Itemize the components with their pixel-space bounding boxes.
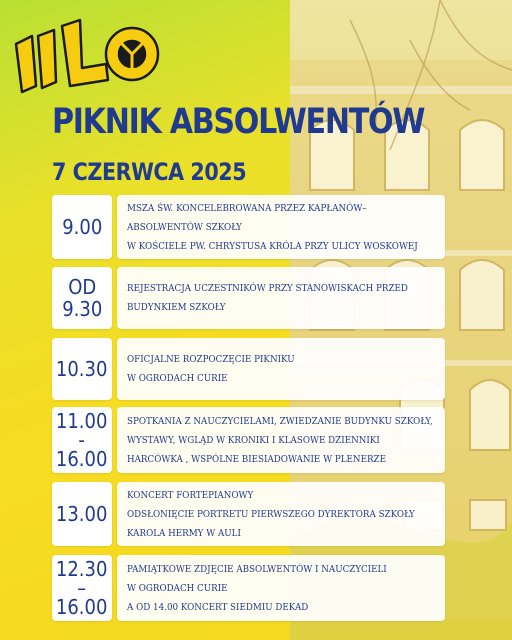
time-box [52, 338, 112, 400]
schedule-line: BUDYNKIEM SZKOŁY [127, 302, 226, 313]
schedule-time: 13.00 [56, 502, 108, 526]
schedule-line: SPOTKANIA Z NAUCZYCIELAMI, ZWIEDZANIE BUDYNKU SZKOŁY, [127, 415, 433, 427]
description-box [117, 338, 445, 400]
schedule-line: HARCÓWKA , WSPÓLNE BIESIADOWANIE W PLENERZE [127, 453, 386, 465]
schedule-time: OD 9.30 [61, 275, 103, 321]
description-box [117, 555, 445, 621]
schedule-time: 9.00 [61, 215, 103, 239]
time-box [52, 482, 112, 546]
time-box [52, 195, 112, 259]
schedule-line: ODSŁONIĘCIE PORTRETU PIERWSZEGO DYREKTORA SZKOŁY [127, 508, 415, 520]
description-box [117, 195, 445, 259]
schedule-line: KONCERT FORTEPIANOWY [127, 489, 254, 501]
schedule-time: 10.30 [56, 357, 108, 381]
schedule-line: W OGRODACH CURIE [127, 582, 228, 594]
event-date: 7 CZERWCA 2025 [52, 158, 247, 186]
schedule-line: MSZA ŚW. KONCELEBROWANA PRZEZ KAPŁANÓW– [127, 202, 367, 214]
schedule-line: WYSTAWY, WGLĄD W KRONIKI I KLASOWE DZIENNIKI [127, 434, 380, 446]
schedule-line: W OGRODACH CURIE [127, 373, 228, 384]
time-box [52, 407, 112, 473]
schedule-line: W KOŚCIELE PW. CHRYSTUSA KRÓLA PRZY ULICY WOSKOWEJ [127, 240, 418, 252]
description-box [117, 407, 445, 473]
schedule-line: KAROLA HERMY W AULI [127, 527, 241, 539]
schedule-time: 12.30 – 16.00 [56, 556, 108, 619]
schedule-line: OFICJALNE ROZPOCZĘCIE PIKNIKU [127, 354, 295, 365]
schedule-time: 11.00 - 16.00 [56, 408, 108, 471]
schedule-line: PAMIĄTKOWE ZDJĘCIE ABSOLWENTÓW I NAUCZYCIELI [127, 563, 387, 575]
time-box [52, 555, 112, 621]
school-logo [14, 6, 164, 98]
schedule-line: REJESTRACJA UCZESTNIKÓW PRZY STANOWISKACH PRZED [127, 283, 408, 294]
description-box [117, 482, 445, 546]
page-title: PIKNIK ABSOLWENTÓW [52, 102, 425, 142]
time-box [52, 267, 112, 329]
description-box [117, 267, 445, 329]
schedule-line: ABSOLWENTÓW SZKOŁY [127, 221, 242, 233]
schedule-line: A OD 14.00 KONCERT SIEDMIU DEKAD [127, 601, 309, 613]
